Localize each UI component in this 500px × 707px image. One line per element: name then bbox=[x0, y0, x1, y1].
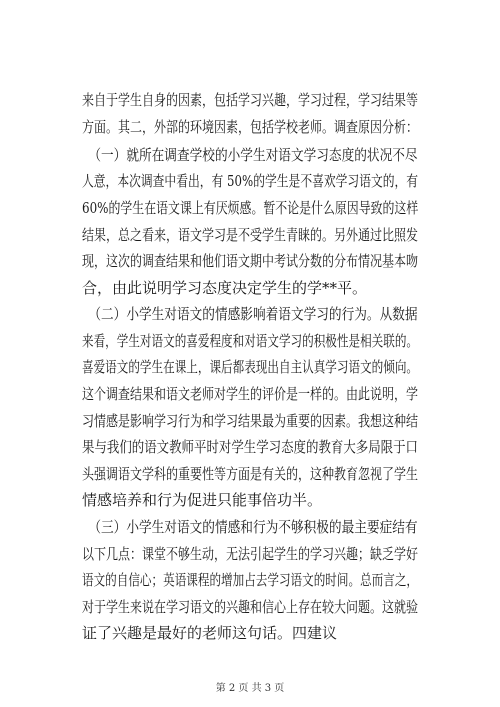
body-line: 现，这次的调查结果和他们语文期中考试分数的分布情况基本吻 bbox=[82, 252, 419, 270]
body-line: 人意，本次调查中看出，有 50%的学生是不喜欢学习语文的，有 bbox=[82, 172, 419, 190]
body-line: （三）小学生对语文的情感和行为不够积极的最主要症结有 bbox=[82, 518, 418, 536]
body-line: （一）就所在调查学校的小学生对语文学习态度的状况不尽 bbox=[82, 146, 418, 164]
page-footer: 第 2 页 共 3 页 bbox=[215, 683, 285, 694]
body-line: 语文的自信心；英语课程的增加占去学习语文的时间。总而言之， bbox=[82, 571, 419, 589]
body-line: 头强调语文学科的重要性等方面是有关的，这种教育忽视了学生 bbox=[82, 465, 419, 483]
body-line: 果与我们的语文教师平时对学生学习态度的教育大多局限于口 bbox=[82, 438, 419, 456]
body-line: 情感培养和行为促进只能事倍功半。 bbox=[82, 491, 323, 509]
body-line: 合，由此说明学习态度决定学生的学**平。 bbox=[82, 279, 368, 297]
body-line: 这个调查结果和语文老师对学生的评价是一样的。由此说明，学 bbox=[82, 385, 419, 403]
body-line: 60%的学生在语文课上有厌烦感。暂不论是什么原因导致的这样 bbox=[82, 199, 419, 217]
body-line: 对于学生来说在学习语文的兴趣和信心上存在较大问题。这就验 bbox=[82, 598, 419, 616]
body-line: 以下几点：课堂不够生动，无法引起学生的学习兴趣；缺乏学好 bbox=[82, 545, 419, 563]
body-line: 结果，总之看来，语文学习是不受学生青睐的。另外通过比照发 bbox=[82, 226, 419, 244]
body-line: 喜爱语文的学生在课上，课后都表现出自主认真学习语文的倾向。 bbox=[82, 358, 419, 376]
body-line: 习情感是影响学习行为和学习结果最为重要的因素。我想这种结 bbox=[82, 412, 419, 430]
body-line: 来自于学生自身的因素，包括学习兴趣，学习过程，学习结果等 bbox=[82, 91, 419, 109]
body-line: 方面。其二，外部的环境因素，包括学校老师。调查原因分析： bbox=[82, 118, 419, 136]
body-line: （二）小学生对语文的情感影响着语文学习的行为。从数据 bbox=[82, 305, 418, 323]
body-line: 证了兴趣是最好的老师这句话。四建议 bbox=[82, 624, 338, 642]
body-line: 来看，学生对语文的喜爱程度和对语文学习的积极性是相关联的。 bbox=[82, 332, 419, 350]
